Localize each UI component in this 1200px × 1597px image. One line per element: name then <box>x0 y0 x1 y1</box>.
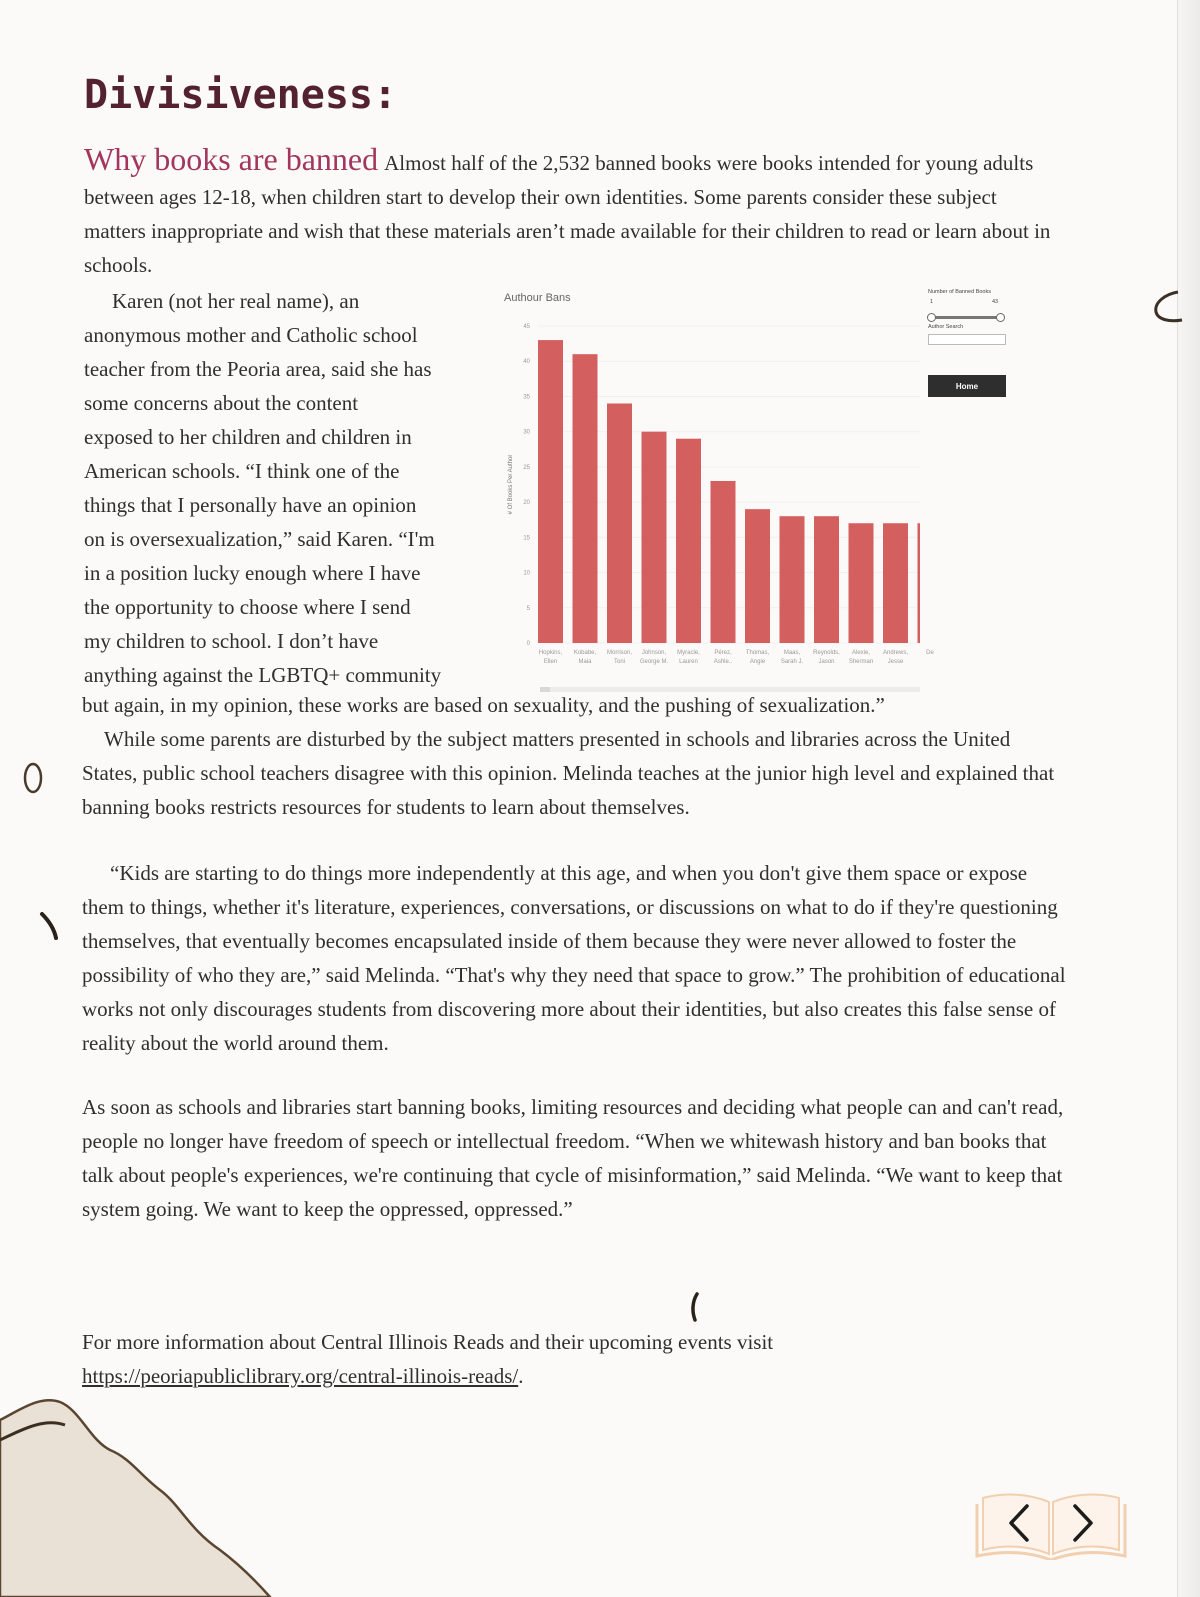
karen-line: Karen (not her real name), an <box>112 289 360 313</box>
bar <box>745 509 770 643</box>
bar <box>711 481 736 643</box>
karen-quote-lines <box>84 284 514 692</box>
next-page-button[interactable] <box>1061 1498 1105 1548</box>
x-tick-label: Pérez, <box>714 650 732 656</box>
y-tick-label: 10 <box>523 570 530 577</box>
burn-stain-bottom-left <box>0 1380 300 1597</box>
karen-line: American schools. “I think one of the <box>84 459 400 483</box>
karen-line: on is oversexualization,” said Karen. “I'm <box>84 527 435 551</box>
slider-label: Number of Banned Books <box>928 289 991 295</box>
burn-mark-center <box>688 1292 702 1322</box>
karen-line: in a position lucky enough where I have <box>84 561 421 585</box>
y-tick-label: 25 <box>523 464 530 471</box>
chart-title: Authour Bans <box>504 292 571 304</box>
bar <box>642 432 667 643</box>
y-tick-label: 5 <box>526 605 530 612</box>
footer-text: For more information about Central Illinois Reads and their upcoming events visit <box>82 1330 774 1354</box>
y-tick-label: 20 <box>523 500 530 507</box>
x-tick-label: Andrews, <box>882 650 909 656</box>
x-tick-label: Maas, <box>783 650 801 656</box>
bar <box>573 354 598 643</box>
x-tick-label: Morrison, <box>606 650 633 656</box>
central-illinois-reads-link[interactable]: https://peoriapubliclibrary.org/central-illinois-reads/ <box>82 1364 519 1388</box>
home-button[interactable]: Home <box>928 375 1006 397</box>
bar <box>849 523 874 643</box>
x-tick-label: Ashle.. <box>713 659 733 665</box>
article-heading: Divisiveness: <box>84 72 398 118</box>
paragraph-freedom: As soon as schools and libraries start banning books, limiting resources and deciding what people can and can't read, people no longer have freedom of speech or intellectual freedom. “When we whitewash history and ban books that talk about people's experiences, we're continuing that cycle of misinformation,” said Melinda. “We want to keep that system going. We want to keep the oppressed, oppressed.” <box>82 1095 1064 1221</box>
slider-max-label: 43 <box>992 299 999 305</box>
x-tick-label: Reynolds, <box>813 650 840 656</box>
x-tick-label: Alexie, <box>851 650 871 656</box>
x-tick-label: George M. <box>639 659 669 665</box>
x-tick-label: Angie <box>749 659 766 665</box>
bar <box>883 523 908 643</box>
slider-min-label: 1 <box>930 299 934 305</box>
paragraph-melinda-quote-text: “Kids are starting to do things more independently at this age, and when you don't give them space or expose them to things, whether it's literature, experiences, conversations, or discussions on what to do if they're questioning themselves, that eventually becomes encapsulated inside of them because they were never allowed to foster the possibility of who they are,” said Melinda. “That's why they need that space to grow.” The prohibition of educational works not only discourages students from discovering more about their identities, but also creates this false sense of reality about the world around them. <box>82 861 1066 1055</box>
paragraph-teachers <box>82 722 1057 824</box>
footer-end: . <box>518 1364 524 1388</box>
karen-line: anything against the LGBTQ+ community <box>84 663 442 687</box>
y-axis-label: # Of Books Per Author <box>508 454 514 515</box>
y-tick-label: 0 <box>526 641 530 647</box>
bar <box>607 403 632 643</box>
x-tick-label: Sherman <box>848 659 874 665</box>
karen-line: exposed to her children and children in <box>84 425 412 449</box>
x-tick-label: Johnson, <box>641 650 667 656</box>
y-tick-label: 30 <box>523 429 530 436</box>
bar <box>918 523 921 643</box>
x-tick-label: Kobabe, <box>573 650 597 656</box>
chart-svg <box>500 283 934 683</box>
burn-stain-left-ring <box>20 758 46 798</box>
paragraph-teachers-text: While some parents are disturbed by the subject matters presented in schools and libraries across the United States, public school teachers disagree with this opinion. Melinda teaches at the junior high level and explained that banning books restricts resources for students to learn about themselves. <box>82 727 1055 819</box>
karen-line: anonymous mother and Catholic school <box>84 323 418 347</box>
y-tick-label: 40 <box>523 359 530 366</box>
x-tick-label: Jason <box>818 659 835 665</box>
slider-max-handle[interactable] <box>996 313 1005 322</box>
author-search-input[interactable] <box>928 334 1006 345</box>
slider-min-handle[interactable] <box>927 313 936 322</box>
karen-line: my children to school. I don’t have <box>84 629 379 653</box>
y-tick-label: 15 <box>523 535 530 542</box>
page-edge <box>1177 0 1200 1597</box>
x-tick-label: Ellen <box>543 659 558 665</box>
author-search-label: Author Search <box>928 324 964 330</box>
chevron-right-icon <box>1061 1498 1105 1548</box>
previous-page-button[interactable] <box>997 1498 1041 1548</box>
bar <box>676 439 701 643</box>
y-tick-label: 35 <box>523 394 530 401</box>
footer-info <box>82 1325 982 1393</box>
x-tick-label: Toni <box>613 659 626 665</box>
karen-quote-end: but again, in my opinion, these works are based on sexuality, and the pushing of sexualization.” <box>82 693 885 717</box>
burn-mark-left <box>38 912 62 942</box>
bar <box>538 340 563 643</box>
paragraph-melinda-quote <box>82 856 1072 1060</box>
bar <box>780 516 805 643</box>
x-tick-label: Thomas, <box>745 650 770 656</box>
y-tick-label: 45 <box>523 324 530 330</box>
karen-line: the opportunity to choose where I send <box>84 595 411 619</box>
x-tick-label: Sarah J. <box>780 659 804 665</box>
intro-text: Almost half of the 2,532 banned books were books intended for young adults between ages 12-18, when children start to develop their own identities. Some parents consider these subject matters inappropriate and wish that these materials aren’t made available for their children to read or learn about in schools. <box>84 151 1051 277</box>
burn-stain-right-edge <box>1148 290 1188 330</box>
x-tick-label: De <box>926 650 934 656</box>
author-bans-chart[interactable] <box>500 283 1020 698</box>
chevron-left-icon <box>997 1498 1041 1548</box>
subheading: Why books are banned <box>84 141 379 177</box>
x-tick-label: Jesse <box>887 659 904 665</box>
karen-line: some concerns about the content <box>84 391 359 415</box>
x-tick-label: Lauren <box>679 659 698 665</box>
x-tick-label: Maia <box>578 659 592 665</box>
x-tick-label: Myracle, <box>677 650 700 656</box>
bar <box>814 516 839 643</box>
karen-line: teacher from the Peoria area, said she has <box>84 357 432 381</box>
karen-line: things that I personally have an opinion <box>84 493 417 517</box>
banned-books-slider-track[interactable] <box>930 316 1000 319</box>
x-tick-label: Hopkins, <box>538 650 563 656</box>
page-navigation <box>975 1490 1127 1560</box>
intro-paragraph <box>84 142 1059 282</box>
